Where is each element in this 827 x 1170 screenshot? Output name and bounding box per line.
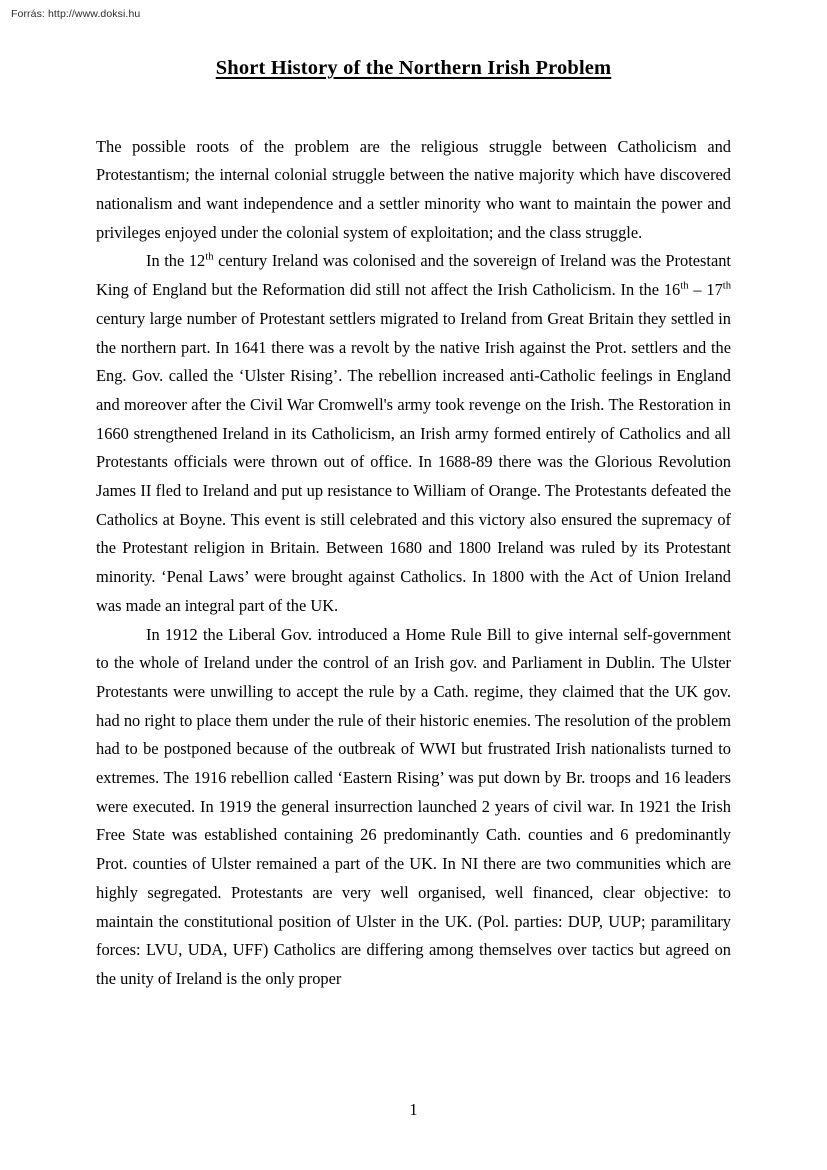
document-body xyxy=(96,56,731,994)
page-number: 1 xyxy=(409,1100,418,1119)
ordinal-suffix: th xyxy=(205,252,214,264)
page-title xyxy=(96,56,731,81)
ordinal-suffix: th xyxy=(680,280,689,292)
paragraph-home-rule-to-segregation: In 1912 the Liberal Gov. introduced a Home Rule Bill to give internal self-government to the whole of Ireland under the control of an Irish gov. and Parliament in Dublin. The Ulster Protestants were unwilling to accept the rule by a Cath. regime, they claimed that the UK gov. had no right to place them under the rule of their historic enemies. The resolution of the problem had to be postponed because of the outbreak of WWI but frustrated Irish nationalists turned to extremes. The 1916 rebellion called ‘Eastern Rising’ was put down by Br. troops and 16 leaders were executed. In 1919 the general insurrection launched 2 years of civil war. In 1921 the Irish Free State was established containing 26 predominantly Cath. counties and 6 predominantly Prot. counties of Ulster remained a part of the UK. In NI there are two communities which are highly segregated. Protestants are very well organised, well financed, clear objective: to maintain the constitutional position of Ulster in the UK. (Pol. parties: DUP, UUP; paramilitary forces: LVU, UDA, UFF) Catholics are differing among themselves over tactics but agreed on the unity of Ireland is the only proper xyxy=(96,624,731,988)
ordinal-suffix: th xyxy=(722,280,732,292)
paragraph-colonisation-to-act-of-union: In the 12th century Ireland was colonised and the sovereign of Ireland was the Protestant King of England but the Reformation did still not affect the Irish Catholicism. In the 16th – 17th century large number of Protestant settlers migrated to Ireland from Great Britain they settled in the northern part. In 1641 there was a revolt by the native Irish against the Prot. settlers and the Eng. Gov. called the ‘Ulster Rising’. The rebellion increased anti-Catholic feelings in England and moreover after the Civil War Cromwell's army took revenge on the Irish. The Restoration in 1660 strengthened Ireland in its Catholicism, an Irish army formed entirely of Catholics and all Protestants officials were thrown out of office. In 1688-89 there was the Glorious Revolution James II fled to Ireland and put up resistance to William of Orange. The Protestants defeated the Catholics at Boyne. This event is still celebrated and this victory also ensured the supremacy of the Protestant religion in Britain. Between 1680 and 1800 Ireland was ruled by its Protestant minority. ‘Penal Laws’ were brought against Catholics. In 1800 with the Act of Union Ireland was made an integral part of the UK. xyxy=(96,251,732,615)
source-watermark: Forrás: http://www.doksi.hu xyxy=(11,8,141,20)
page-title-text: Short History of the Northern Irish Problem xyxy=(215,57,612,79)
paragraph-roots-of-the-problem: The possible roots of the problem are the religious struggle between Catholicism and Protestantism; the internal colonial struggle between the native majority which have discovered nationalism and want independence and a settler minority who want to maintain the power and privileges enjoyed under the colonial system of exploitation; and the class struggle. xyxy=(96,136,731,242)
